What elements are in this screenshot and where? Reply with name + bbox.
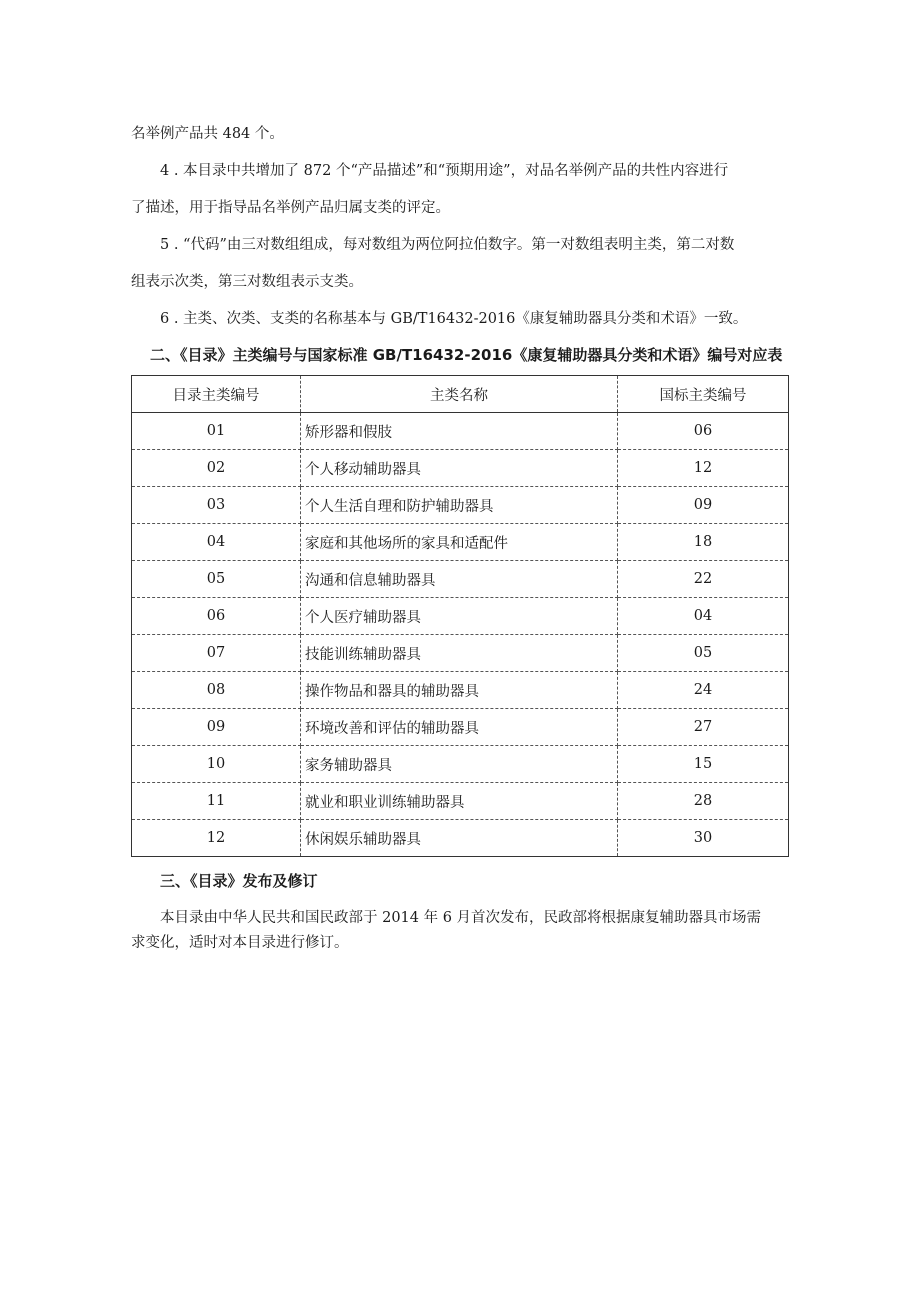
cell-national-code: 22 [618,561,789,598]
cell-national-code: 05 [618,635,789,672]
table-row [132,672,789,709]
table-row [132,746,789,783]
cell-category-name: 矫形器和假肢 [301,413,618,450]
cell-national-code: 12 [618,450,789,487]
cell-catalog-code: 06 [132,598,301,635]
cell-category-name: 就业和职业训练辅助器具 [301,783,618,820]
cell-national-code: 06 [618,413,789,450]
table-row [132,598,789,635]
cell-national-code: 15 [618,746,789,783]
paragraph-5-line-1: 5 . “代码”由三对数组组成，每对数组为两位阿拉伯数字。第一对数组表明主类，第二对数 [160,237,735,253]
table-row [132,450,789,487]
cell-national-code: 30 [618,820,789,857]
paragraph-3-tail: 名举例产品共 484 个。 [131,126,284,142]
table-header-row [132,376,789,413]
cell-catalog-code: 12 [132,820,301,857]
cell-catalog-code: 01 [132,413,301,450]
cell-catalog-code: 10 [132,746,301,783]
section-2-heading: 二、《目录》主类编号与国家标准 GB/T16432-2016《康复辅助器具分类和术语》编号对应表 [150,346,783,364]
cell-category-name: 操作物品和器具的辅助器具 [301,672,618,709]
cell-catalog-code: 07 [132,635,301,672]
section-3-line-1: 本目录由中华人民共和国民政部于 2014 年 6 月首次发布，民政部将根据康复辅助器具市场需 [160,910,762,926]
cell-catalog-code: 02 [132,450,301,487]
table-row [132,413,789,450]
cell-catalog-code: 11 [132,783,301,820]
paragraph-6-line-1: 6 . 主类、次类、支类的名称基本与 GB/T16432-2016《康复辅助器具分类和术语》一致。 [160,311,748,327]
cell-national-code: 24 [618,672,789,709]
category-mapping-table [131,375,789,857]
table-row [132,783,789,820]
cell-catalog-code: 08 [132,672,301,709]
cell-category-name: 个人生活自理和防护辅助器具 [301,487,618,524]
table-row [132,820,789,857]
paragraph-4-line-1: 4 . 本目录中共增加了 872 个“产品描述”和“预期用途”，对品名举例产品的共性内容进行 [160,163,729,179]
header-national-code: 国标主类编号 [618,376,789,413]
cell-category-name: 个人移动辅助器具 [301,450,618,487]
cell-national-code: 09 [618,487,789,524]
cell-catalog-code: 03 [132,487,301,524]
paragraph-5-line-2: 组表示次类，第三对数组表示支类。 [131,274,363,290]
table-row [132,561,789,598]
table-row [132,524,789,561]
cell-category-name: 个人医疗辅助器具 [301,598,618,635]
cell-category-name: 家庭和其他场所的家具和适配件 [301,524,618,561]
cell-category-name: 休闲娱乐辅助器具 [301,820,618,857]
cell-national-code: 28 [618,783,789,820]
header-catalog-code: 目录主类编号 [132,376,301,413]
cell-category-name: 环境改善和评估的辅助器具 [301,709,618,746]
table-row [132,635,789,672]
table-row [132,487,789,524]
section-3-line-2: 求变化，适时对本目录进行修订。 [131,935,349,951]
cell-catalog-code: 05 [132,561,301,598]
section-3-heading: 三、《目录》发布及修订 [160,872,318,890]
cell-catalog-code: 09 [132,709,301,746]
cell-category-name: 家务辅助器具 [301,746,618,783]
cell-category-name: 沟通和信息辅助器具 [301,561,618,598]
cell-catalog-code: 04 [132,524,301,561]
table-row [132,709,789,746]
cell-national-code: 04 [618,598,789,635]
header-category-name: 主类名称 [301,376,618,413]
paragraph-4-line-2: 了描述，用于指导品名举例产品归属支类的评定。 [131,200,450,216]
cell-national-code: 18 [618,524,789,561]
cell-category-name: 技能训练辅助器具 [301,635,618,672]
cell-national-code: 27 [618,709,789,746]
